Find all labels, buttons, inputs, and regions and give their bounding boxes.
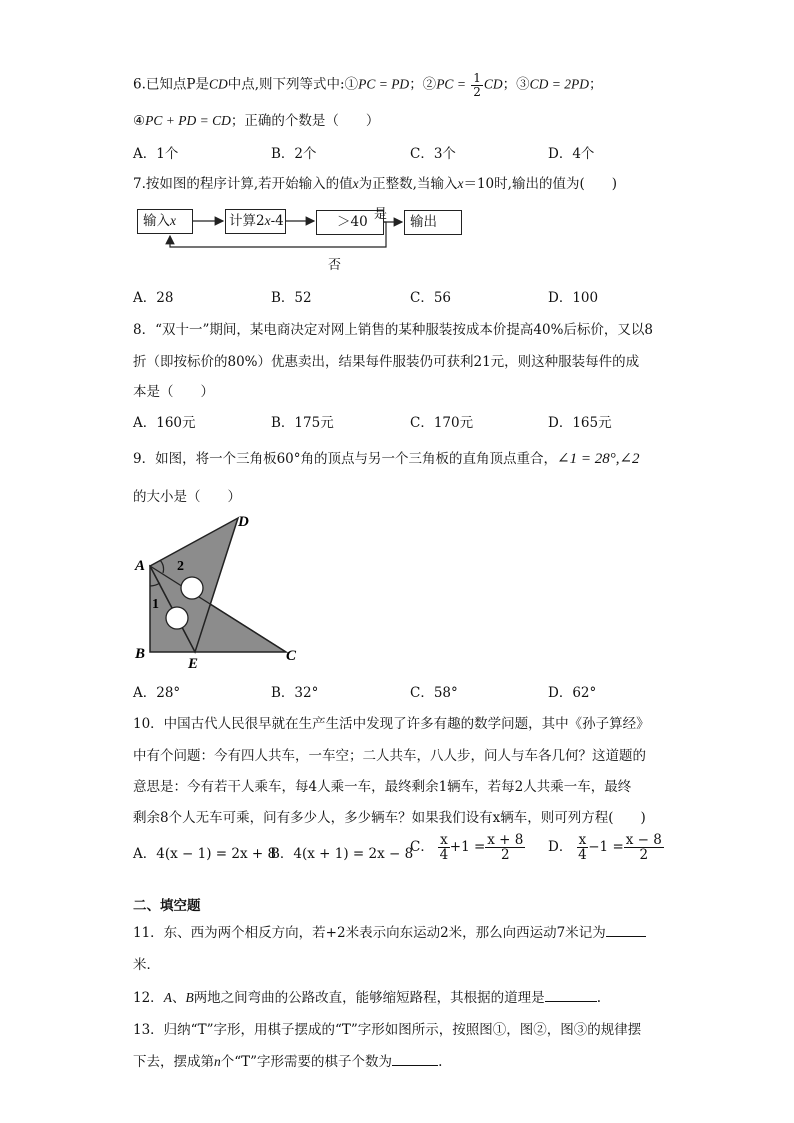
- hole-upper: [181, 577, 203, 599]
- q13-stem-a: 下去，摆成第: [133, 1054, 214, 1070]
- hole-lower: [166, 607, 188, 629]
- q10-option-a: A．4(x − 1) = 2x + 8: [133, 846, 277, 862]
- q6-eq2-right: CD: [483, 76, 503, 92]
- q7-stem-b: 为正整数,当输入: [358, 176, 458, 192]
- q9-figure: [130, 510, 310, 670]
- q10-option-c-frac2: $\frac{x + 8}{2}$: [487, 832, 524, 864]
- flow-arrows: [130, 200, 470, 260]
- q6-eq3-num: ；③: [502, 76, 530, 93]
- q10-line2: 中有个问题：今有四人共车，一车空；二人共车，八人步，问人与车各几何？这道题的: [133, 748, 646, 764]
- q11-answer-blank[interactable]: [606, 922, 646, 937]
- q6-prefix: 6.已知点P是: [133, 76, 209, 93]
- q9-stem: 9．如图，将一个三角板60°角的顶点与另一个三角板的直角顶点重合，: [133, 451, 558, 467]
- q13-stem-b: 个“T”字形需要的棋子个数为: [220, 1054, 393, 1070]
- label-1: 1: [152, 597, 159, 612]
- q10-option-c: [410, 833, 525, 862]
- q10-option-d: [548, 833, 664, 862]
- q11-line2: 米．: [133, 957, 160, 973]
- q10-option-d-mid: −1 =: [588, 839, 624, 856]
- q6-eq4-num: ④: [133, 113, 146, 129]
- q10-line1: 10．中国古代人民很早就在生产生活中发现了许多有趣的数学问题，其中《孙子算经》: [133, 716, 650, 732]
- q6-option-c: C．3个: [410, 146, 456, 162]
- q6-eq4: PC + PD = CD: [145, 113, 231, 128]
- q10-option-c-mid: +1 =: [449, 839, 486, 856]
- q7-option-b: B．52: [271, 290, 312, 306]
- q6-option-d: D．4个: [548, 146, 595, 162]
- q6-eq1-num: ①: [344, 76, 359, 93]
- flow-input-label: 输入: [143, 213, 170, 229]
- q9-option-b: B．32°: [271, 685, 319, 701]
- q10-option-b: B．4(x + 1) = 2x − 8: [270, 846, 414, 862]
- flow-calc-var: x: [264, 213, 271, 228]
- q13-end: .: [438, 1054, 443, 1070]
- label-c: C: [286, 648, 297, 664]
- flow-calc-label: 计算2: [229, 213, 265, 229]
- flow-input-var: x: [170, 213, 176, 228]
- q6-mid: 中点,则下列等式中:: [227, 76, 345, 93]
- q10-option-d-frac1: $\frac{x}{4}$: [578, 832, 587, 864]
- label-d: D: [238, 514, 249, 530]
- q9-line1: [133, 447, 640, 468]
- flow-arrow-no: [170, 222, 386, 247]
- flow-no-label: 否: [328, 258, 342, 273]
- q10-option-c-label: C．: [410, 839, 434, 856]
- q13-line2: [133, 1050, 442, 1070]
- q7-stem-c: ＝10时,输出的值为( ): [463, 176, 617, 192]
- q7-option-c: C．56: [410, 290, 452, 306]
- q10-option-d-label: D．: [548, 839, 573, 856]
- q8-line3: 本是（ ）: [133, 384, 214, 400]
- q12-answer-blank[interactable]: [545, 987, 597, 1002]
- q8-line1: 8．“双十一”期间，某电商决定对网上销售的某种服装按成本价提高40%后标价，又以8: [133, 322, 653, 338]
- q7-option-a: A．28: [133, 290, 174, 306]
- q6-option-a: A．1个: [133, 146, 179, 162]
- q8-line2: 折（即按标价的80%）优惠卖出，结果每件服装仍可获利21元，则这种服装每件的成: [133, 354, 640, 370]
- q10-line4: 剩余8个人无车可乘，问有多少人，多少辆车？如果我们设有x辆车，则可列方程( ): [133, 810, 646, 826]
- flow-calc-tail: -4: [270, 213, 284, 229]
- q8-option-d: D．165元: [548, 415, 612, 431]
- q9-option-c: C．58°: [410, 685, 458, 701]
- q7-stem-a: 7.按如图的程序计算,若开始输入的值: [133, 176, 353, 192]
- q6-eq3-end: ；: [589, 76, 603, 93]
- flow-compare-label: ＞40: [337, 214, 368, 230]
- q9-option-d: D．62°: [548, 685, 597, 701]
- q6-segment: CD: [208, 76, 228, 92]
- q12-stem: 两地之间弯曲的公路改直，能够缩短路程，其根据的道理是: [193, 990, 545, 1006]
- q10-option-c-frac1: $\frac{x}{4}$: [439, 832, 449, 864]
- q12-point-b: B: [185, 990, 194, 1005]
- q11-stem: 11．东、西为两个相反方向，若+2米表示向东运动2米，那么向西运动7米记为: [133, 925, 606, 941]
- q6-line1: [133, 72, 603, 98]
- q8-option-c: C．170元: [410, 415, 474, 431]
- q6-eq1: PC = PD: [358, 76, 410, 92]
- q6-line2: [133, 109, 379, 129]
- q12-num: 12．: [133, 990, 164, 1006]
- q10-option-d-frac2: $\frac{x - 8}{2}$: [625, 832, 662, 864]
- q11-line1: [133, 921, 646, 941]
- q12-point-a: A: [163, 990, 172, 1005]
- q6-eq2-fraction: $\frac{1}{2}$: [473, 71, 481, 99]
- q13-answer-blank[interactable]: [392, 1051, 438, 1066]
- q9-formula: ∠1 = 28°,∠2: [557, 451, 640, 467]
- q6-suffix: ；正确的个数是（ ）: [230, 113, 380, 129]
- label-e: E: [188, 656, 199, 670]
- q7-var-x2: x: [457, 176, 464, 191]
- q12-end: .: [596, 990, 601, 1006]
- q8-option-a: A．160元: [133, 415, 196, 431]
- q6-eq3: CD = 2PD: [529, 76, 589, 92]
- q6-eq2-left: PC =: [436, 76, 466, 92]
- q13-line1: 13．归纳“T”字形，用棋子摆成的“T”字形如图所示，按照图①，图②，图③的规律摆: [133, 1022, 642, 1038]
- q9-option-a: A．28°: [133, 685, 181, 701]
- flow-output-label: 输出: [410, 214, 437, 230]
- flow-yes-label: 是: [374, 207, 388, 222]
- q10-line3: 意思是：今有若干人乘车，每4人乘一车，最终剩余1辆车，若每2人共乘一车，最终: [133, 779, 632, 795]
- q13-var-n: n: [214, 1054, 221, 1069]
- label-a: A: [135, 558, 146, 574]
- q8-option-b: B．175元: [271, 415, 334, 431]
- section-title: 二、填空题: [133, 898, 201, 914]
- label-2: 2: [177, 559, 184, 574]
- q9-line2: 的大小是（ ）: [133, 489, 241, 505]
- q7-stem: [133, 172, 617, 192]
- q12-line: [133, 986, 601, 1006]
- q6-eq2-num: ；②: [409, 76, 437, 93]
- q7-option-d: D．100: [548, 290, 599, 306]
- q7-var-x1: x: [352, 176, 359, 191]
- label-b: B: [135, 646, 146, 662]
- q12-sep: 、: [171, 990, 186, 1006]
- q6-option-b: B．2个: [271, 146, 317, 162]
